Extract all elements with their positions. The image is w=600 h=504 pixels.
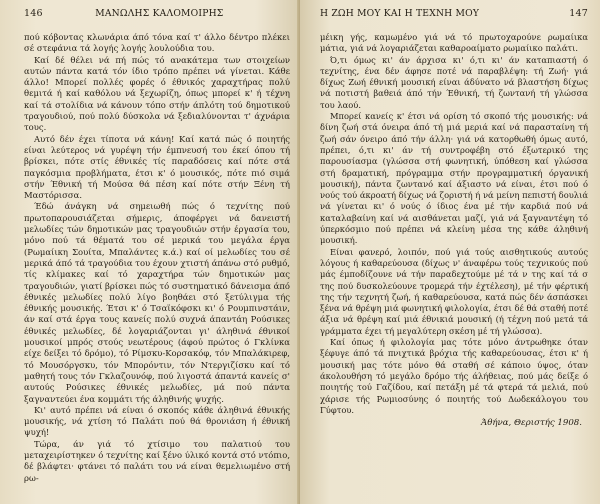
left-page-header <box>24 8 290 28</box>
right-page-body <box>320 32 588 428</box>
paragraph: Έδώ άνάγκη νά σημειωθή πώς ό τεχνίτης πού πρωτοπαρουσιάζεται σήμερις, άποφέργει νά δανειστή μελωδίες τών δημοτικών μας τραγουδιών στήν έργασία του, μόνο πού τά θέματά του σέ μερικά του μεγάλα έργα (Ρωμαίικη Σουίτα, Μπαλάντες κ.ά.) καί οί μελωδίες του σέ μερικά άπό τά τραγούδια του έχουν χτιστή άπάνω στό ρυθμό, τίς κλίμακες καί τό χαραχτήρα τών δημοτικών μας τραγουδιών, γιατί βρίσκει πώς τό συστηματικό δάνεισμα άπό έθνικές μελωδίες πολύ λίγο βοηθάει στό ξετύλιγμα τής έθνικής μουσικής. Έτσι κ' ό Τσαϊκόφσκι κι' ό Ρουμπινστάιν, άν καί στά έργα τους κανείς πολύ συχνά άπαντάη Ρούσικες έθνικές μελωδίες, δέ λογαριάζονται γι' άληθινά έθνικοί μουσικοί μπρός στούς νεωτέρους (άφού πρώτος ό Γκλίνκα είχε δείξει τό δρόμο), τό Ρίμσκυ-Κορσακόφ, τόν Μπαλάκιρεφ, τό Μουσόργσκυ, τόν Μπορόντιν, τόν Ντεργιζίσκυ καί τό μαθητή τους τόν Γκλαζουνόφ, πού λιγοστά άπαντά κανείς σ' αυτούς Ρούσικες έθνικές μελωδίες, μά πού πάντα ξαγναντεύει ένα κομμάτι τής άληθινής ψυχής. <box>24 201 290 404</box>
paragraph: Αυτό δέν έχει τίποτα νά κάνη! Καί κατά πώς ό ποιητής είναι λεύτερος νά γυρέψη τήν έμπνευσή του έκεί όπου τή βρίσκει, πότε στίς έθνικές τίς παραδόσεις καί πότε στά παγκόσμια προβλήματα, έτσι κ' ό μουσικός, πότε πιό σιμά στήν Έθνική τή Μούσα θά πέση καί πότε στήν Ξένη τή Μαστόρισσα. <box>24 133 290 201</box>
right-page <box>300 0 600 504</box>
paragraph: Καί όπως ή φιλολογία μας τότε μόνο άντρωθηκε όταν ξέφυγε άπό τά πνιχτικά βρόχια τής καθαρεύουσας, έτσι κ' ή μουσική μας τότε μόνο θά σταθή σέ κάποιο ύψος, όταν άκολουθήση τό μεγάλο δρόμο τής άλήθειας, πού μάς δείξε ό ποιητής τού Γαζίδου, καί πετάξη μέ τά φτερά τά μελιά, πού χάρισε τής Ρωμιοσύνης ό ποιητής τού Δωδεκάλογου του Γύφτου. <box>320 337 588 415</box>
right-running-head: Η ΖΩΗ ΜΟΥ ΚΑΙ Η ΤΕΧΝΗ ΜΟΥ <box>320 8 480 19</box>
paragraph: Είναι φανερό, λοιπόν, πού γιά τούς αισθητικούς αυτούς λόγους ή καθαρεύουσα (δίχως ν' άναφέρω τούς τεχνικούς πού μάς έμποδίζουνε νά τήν παραδεχτούμε μέ τά ν της καί τά σ της πού δυσκολεύουνε τρομερά τήν έχτέλεση), μέ τήν φέρτική της τήν τεχνητή ζωή, ή καθαρεύουσα, κατά πώς δέν άσπάσκει ξένα νά θρέψη μιά φωνητική φιλολογία, έτσι δέ θά σταθή ποτέ άξια νά θρέψη καί μιά έθνικιά μουσική (ή τέχνη πού μετά τά γράμματα έχει τή μεγαλύτερη σκέση μέ τή γλώσσα). <box>320 246 588 336</box>
paragraph: Τώρα, άν γιά τό χτίσιμο του παλατιού του μεταχειρίστηκεν ό τεχνίτης καί ξένο ύλικό κοντά στό ντόπιο, δέ βλάφτει· φτάνει τό παλάτι του νά είναι θεμελιωμένο στή ρω- <box>24 438 290 483</box>
paragraph: μέικη γής, καμωμένο γιά νά τό πρωτοχαρούνε ρωμαίικα μάτια, γιά νά λογαριάζεται καθαροαίματο ρωμαίικο παλάτι. <box>320 32 588 54</box>
paragraph: Καί δέ θέλει νά πή πώς τό ανακάτεμα των στοιχείων αυτών πάντα κατά τόν ίδιο τρόπο πρέπει νά γίνεται. Κάθε άλλο! Μπορεί πολλές φορές ό έθνικός χαραχτήρας πολύ θεμιτά ή καί καθόλου νά ξεχωρίζη, όπως μπορεί κ' ή τέχνη καί τά στολίδια νά κάνουν τόπο στήν άπλότη τού δημοτικού τραγουδιού, πού πολύ δύσκολα νά ξεδιαλύνονται τ' άχνάρια τους. <box>24 54 290 133</box>
paragraph: πού κόβοντας κλωνάρια άπό τόνα καί τ' άλλο δέντρο πλέκει σέ στεφάνια τά λογής λογής λουλούδια του. <box>24 32 290 54</box>
left-page-body <box>24 32 290 484</box>
right-page-header <box>320 8 588 28</box>
paragraph: Ό,τι όμως κι' άν άρχισα κι' ό,τι κι' άν καταπιαστή ό τεχνίτης, ένα δέν άφησε ποτέ νά παραβλέψη: τή Ζωή· γιά δίχως Ζωή έθνική μουσική είναι άδύνατο νά βλαστήση δίχως νά ποτιστή βαθειά άπό τήν Έθνική, τή ζωντανή τή γλώσσα του λαού. <box>320 54 588 110</box>
left-running-head: ΜΑΝΩΛΗΣ ΚΑΛΟΜΟΙΡΗΣ <box>95 8 224 19</box>
right-page-number: 147 <box>569 8 588 19</box>
paragraph: Μπορεί κανείς κ' έτσι νά ορίση τό σκοπό τής μουσικής: νά δίνη ζωή στά όνειρα άπό τή μιά μεριά καί νά παρασταίνη τή ζωή σάν όνειρο άπό τήν άλλη· γιά νά κατορθωθή όμως αυτό, πρέπει, ό,τι κι' άν τή συντροφέβη στό έξωτερικό της παρουσίασμα (γλώσσα στή φωνητική, ύπόθεση καί γλώσσα στή δραματική, πρόγραμμα στήν προγραμματική όργανική μουσική), πάντα ζωντανό καί άξιαστο νά είναι, έτσι πού ό νούς τού άκροατή δίχως νά ζοριστή ή νά μείνη πεπιστή δουλιά νά γίνεται κι' ό νούς ό ίδιος ένα μέ τήν καρδιά πού νά καταλαβαίνη καί νά αισθάνεται μαζί, γιά νά ξαγναντέψη τό ύπερκόσμιο πού πρέπει νά κλείνη μέσα της κάθε άληθινή μουσική. <box>320 111 588 246</box>
paragraph: Κι' αυτό πρέπει νά είναι ό σκοπός κάθε άληθινά έθνικής μουσικής, νά χτίση τό Παλάτι πού θά θρονιάση ή έθνική ψυχή! <box>24 404 290 438</box>
signoff-date: Άθήνα, Θεριστής 1908. <box>480 418 582 429</box>
left-page-number: 146 <box>24 8 43 19</box>
